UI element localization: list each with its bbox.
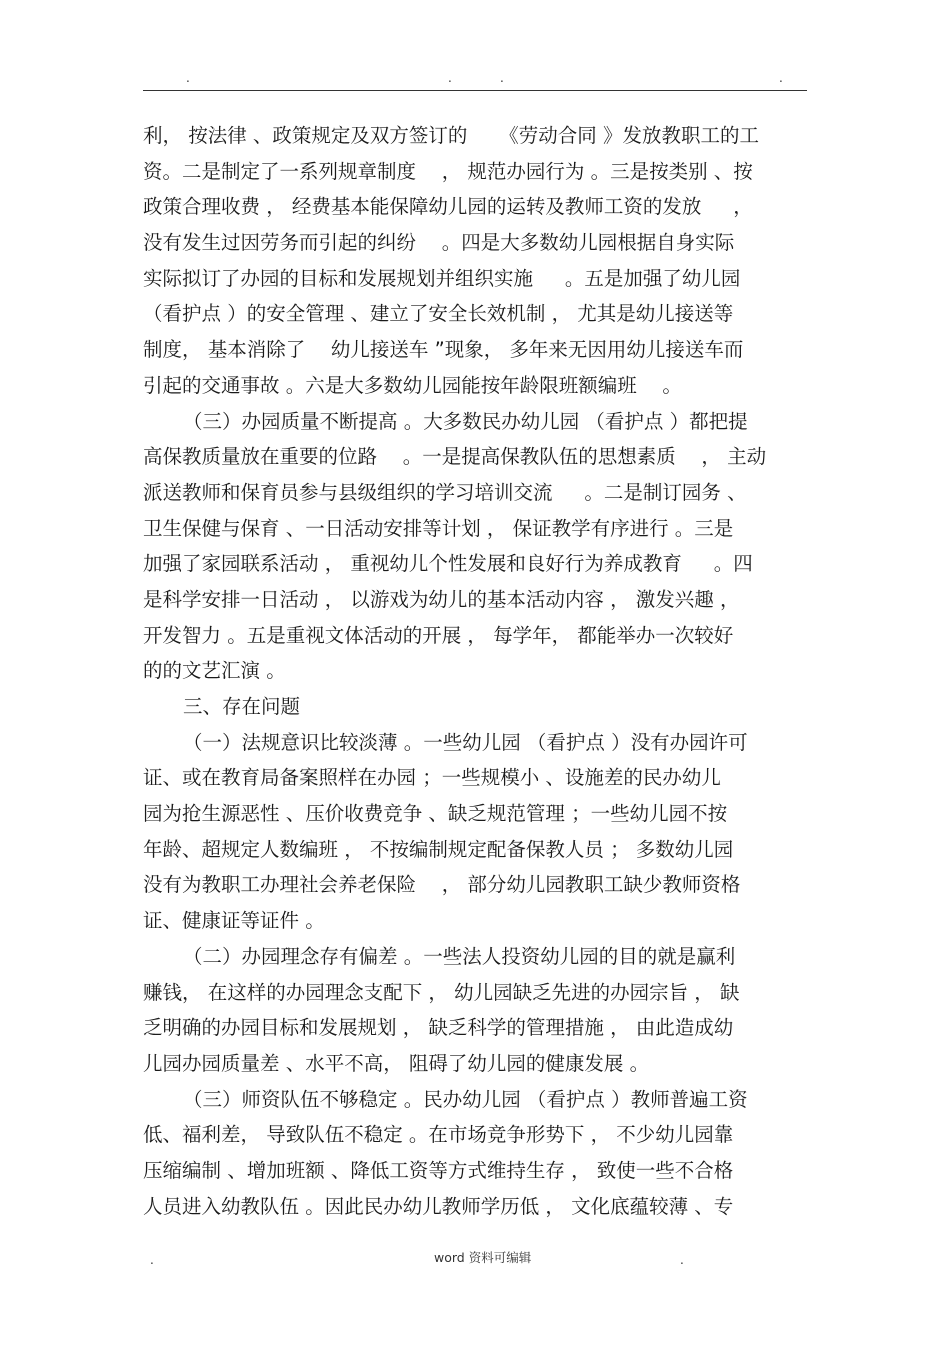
- text-line: （二）办园理念存有偏差 。一些法人投资幼儿园的目的就是赢利: [183, 944, 736, 968]
- text-line: （一）法规意识比较淡薄 。一些幼儿园 （看护点 ）没有办园许可: [183, 730, 748, 754]
- header-rule: [143, 90, 807, 91]
- text-line: 没有为教职工办理社会养老保险 ， 部分幼儿园教职工缺少教师资格: [143, 873, 741, 897]
- text-line: 乏明确的办园目标和发展规划 ， 缺乏科学的管理措施 ， 由此造成幼: [143, 1016, 734, 1040]
- text-line: 的的文艺汇演 。: [143, 659, 286, 683]
- text-line: 人员进入幼教队伍 。因此民办幼儿教师学历低 ， 文化底蕴较薄 、专: [143, 1194, 734, 1218]
- text-line: （三）师资队伍不够稳定 。民办幼儿园 （看护点 ）教师普遍工资: [183, 1087, 748, 1111]
- header-dot: .: [186, 71, 190, 85]
- text-line: 证、健康证等证件 。: [143, 909, 325, 933]
- text-line: 没有发生过因劳务而引起的纠纷 。四是大多数幼儿园根据自身实际: [143, 231, 735, 255]
- text-line: 制度， 基本消除了 幼儿接送车 ”现象， 多年来无因用幼儿接送车而: [143, 338, 744, 362]
- text-line: 高保教质量放在重要的位路 。一是提高保教队伍的思想素质 ， 主动: [143, 445, 767, 469]
- text-line: 开发智力 。五是重视文体活动的开展 ， 每学年， 都能举办一次较好: [143, 623, 734, 647]
- text-line: 儿园办园质量差 、水平不高， 阻碍了幼儿园的健康发展 。: [143, 1051, 650, 1075]
- paragraph: [143, 118, 807, 404]
- text-line: 加强了家园联系活动 ， 重视幼儿个性发展和良好行为养成教育 。四: [143, 552, 753, 576]
- text-line: 压缩编制 、增加班额 、降低工资等方式维持生存 ， 致使一些不合格: [143, 1158, 734, 1182]
- text-line: 实际拟订了办园的目标和发展规划并组织实施 。五是加强了幼儿园: [143, 266, 741, 290]
- footer-dot-right: .: [680, 1253, 684, 1267]
- text-line: （看护点 ）的安全管理 、建立了安全长效机制 ， 尤其是幼儿接送等: [143, 302, 734, 326]
- text-line: 低、福利差， 导致队伍不稳定 。在市场竞争形势下 ， 不少幼儿园靠: [143, 1123, 734, 1147]
- header-dot: .: [448, 71, 452, 85]
- text-line: 卫生保健与保育 、一日活动安排等计划 ， 保证教学有序进行 。三是: [143, 516, 734, 540]
- text-line: 园为抢生源恶性 、压价收费竞争 、缺乏规范管理 ；一些幼儿园不按: [143, 802, 728, 826]
- text-line: 派送教师和保育员参与县级组织的学习培训交流 。二是制订园务 、: [143, 480, 747, 504]
- text-line: 证、或在教育局备案照样在办园 ；一些规模小 、设施差的民办幼儿: [143, 766, 721, 790]
- text-line: 政策合理收费 ， 经费基本能保障幼儿园的运转及教师工资的发放 ，: [143, 195, 753, 219]
- text-line: 引起的交通事故 。六是大多数幼儿园能按年龄限班额编班 。: [143, 373, 682, 397]
- paragraph: [143, 1082, 807, 1225]
- paragraph: [143, 939, 807, 1082]
- footer-label: word 资料可编辑: [434, 1250, 532, 1265]
- paragraph: [143, 689, 807, 725]
- footer-dot-left: .: [150, 1253, 154, 1267]
- header-dot: .: [500, 71, 504, 85]
- text-line: 利， 按法律 、政策规定及双方签订的 《劳动合同 》发放教职工的工: [143, 124, 759, 147]
- text-line: 三、存在问题: [183, 695, 301, 718]
- text-line: 年龄、超规定人数编班 ， 不按编制规定配备保教人员 ； 多数幼儿园: [143, 837, 734, 861]
- paragraph: [143, 725, 807, 939]
- text-line: 是科学安排一日活动 ， 以游戏为幼儿的基本活动内容 ， 激发兴趣 ，: [143, 587, 740, 611]
- document-body: [143, 118, 807, 1224]
- text-line: 资。二是制定了一系列规章制度 ， 规范办园行为 。三是按类别 、按: [143, 159, 753, 183]
- header-dot: .: [779, 71, 783, 85]
- text-line: （三）办园质量不断提高 。大多数民办幼儿园 （看护点 ）都把提: [183, 409, 748, 433]
- paragraph: [143, 404, 807, 690]
- text-line: 赚钱， 在这样的办园理念支配下 ， 幼儿园缺乏先进的办园宗旨 ， 缺: [143, 980, 740, 1004]
